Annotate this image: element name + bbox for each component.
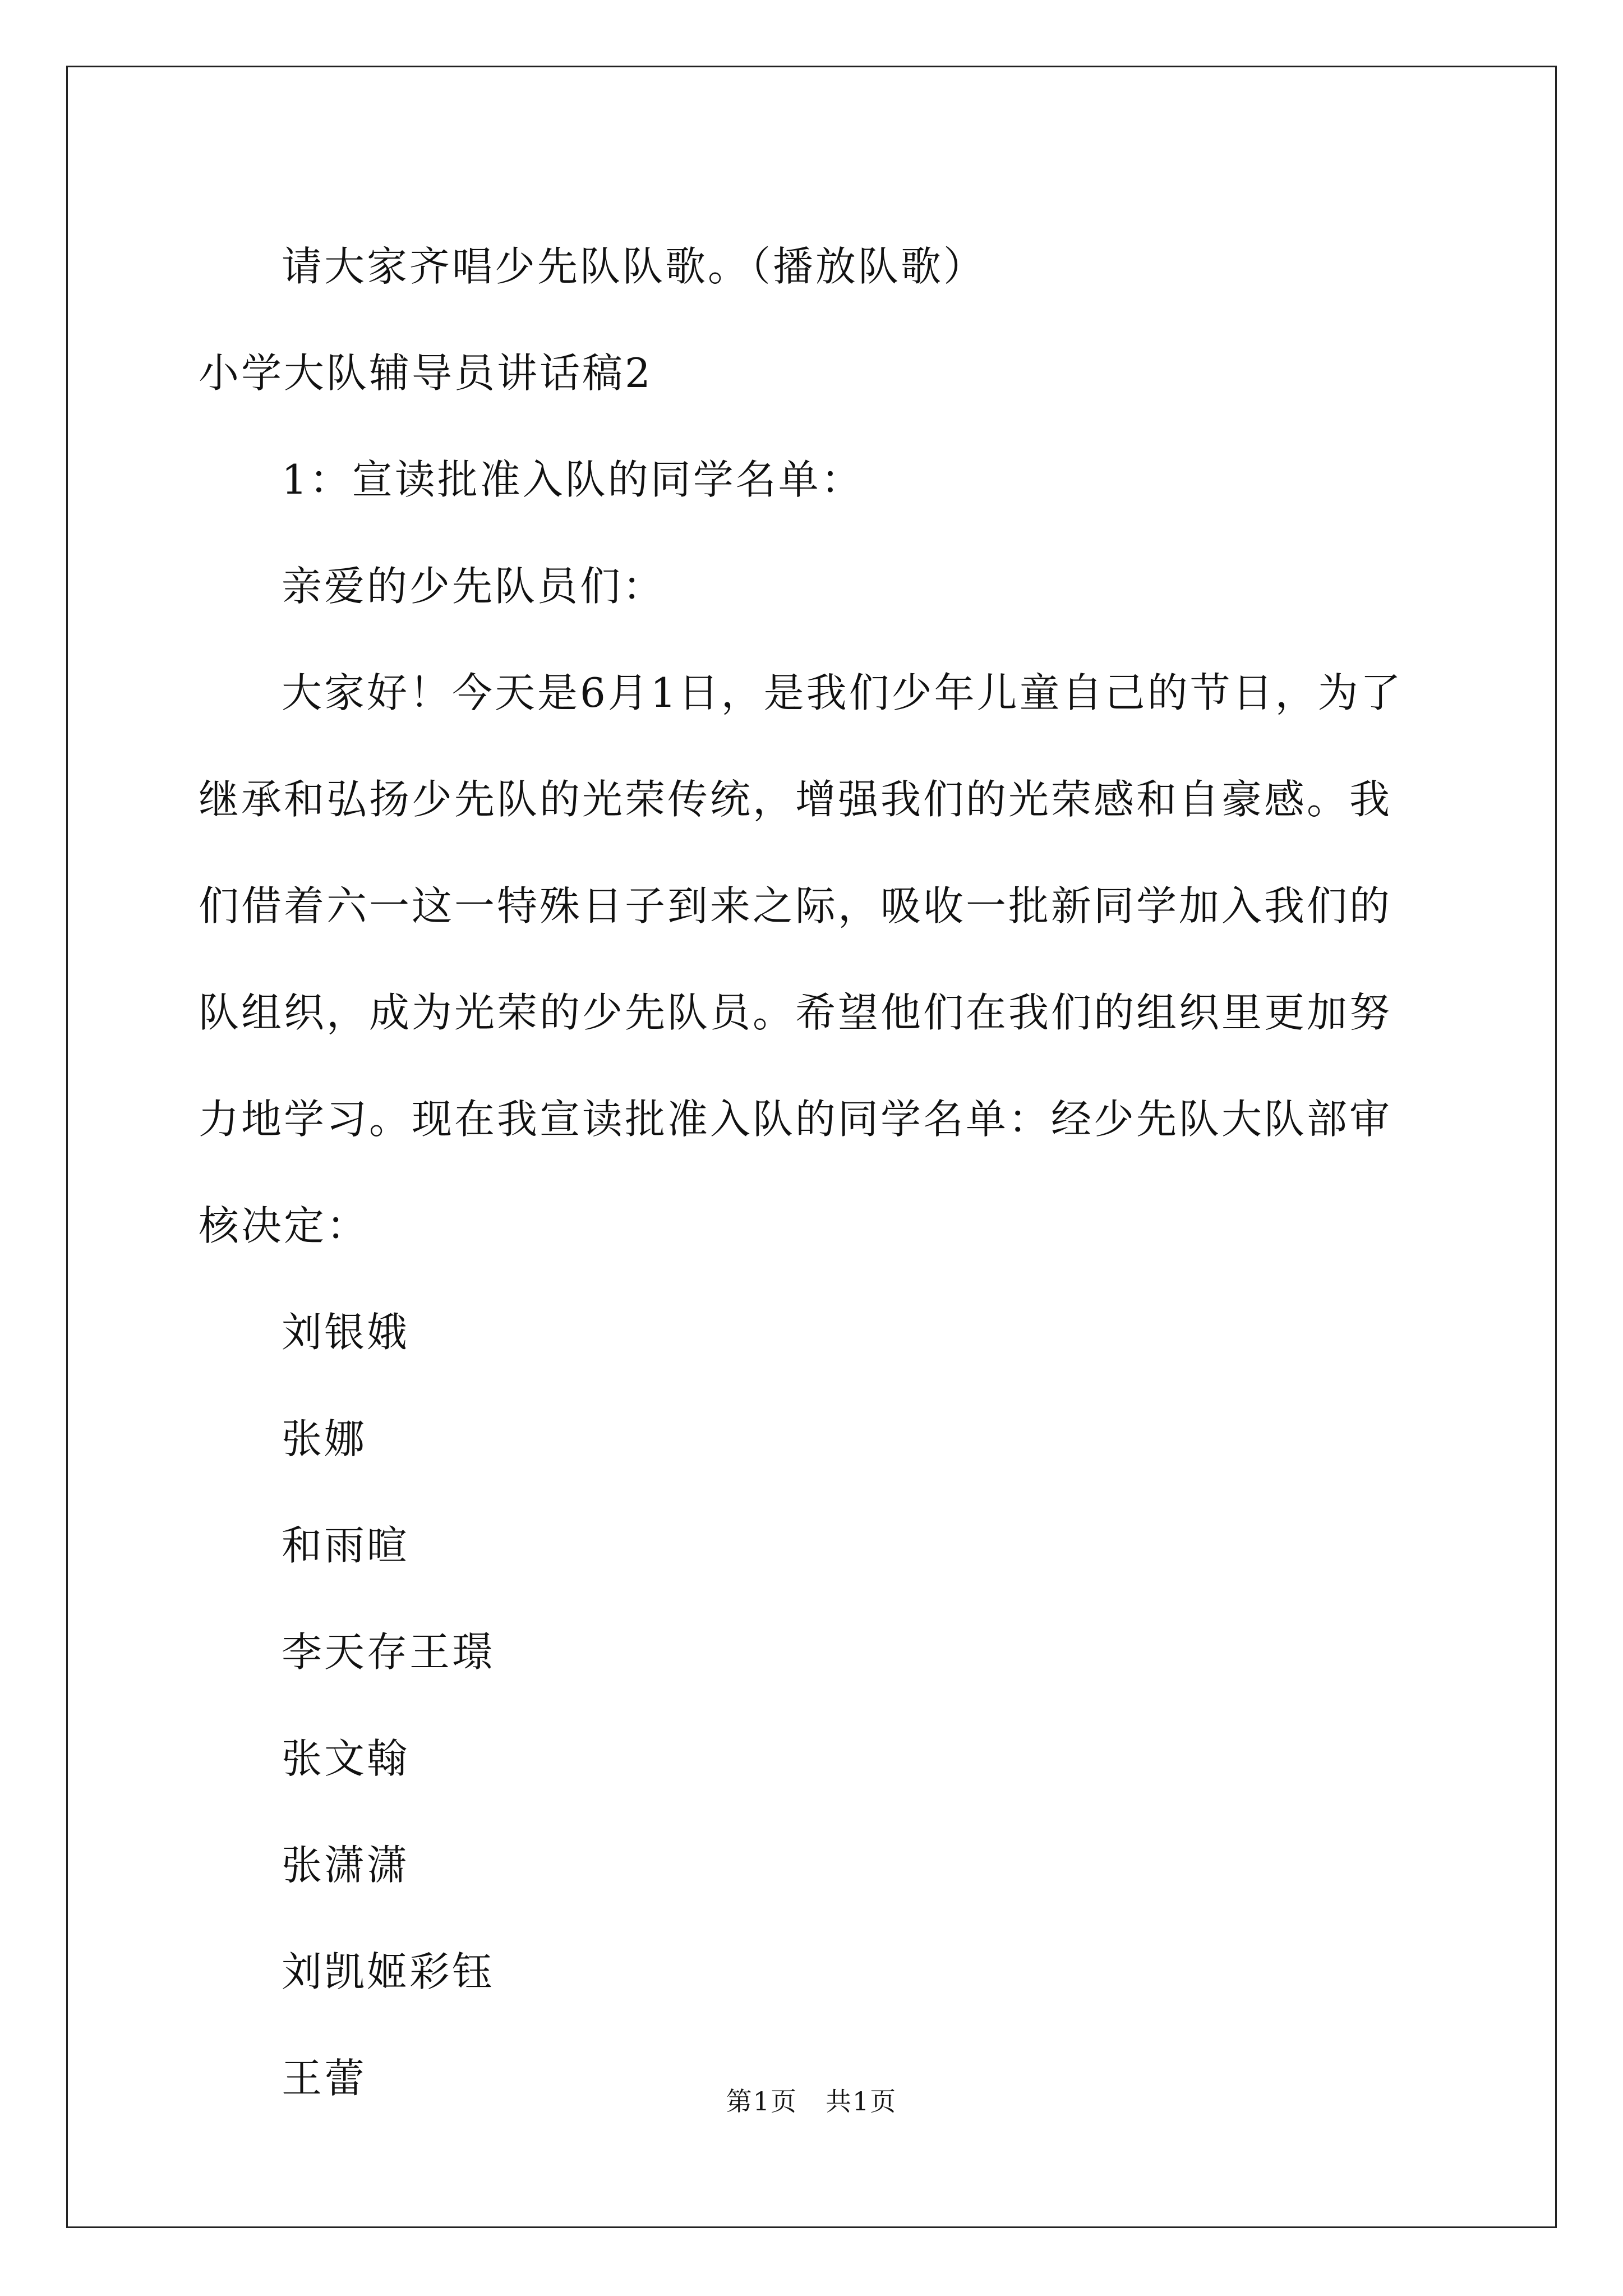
name-list-item: 王蕾 (282, 2055, 367, 2102)
name-list-item: 张娜 (282, 1415, 367, 1462)
name-list-item: 张文翰 (282, 1735, 410, 1782)
document-body (199, 213, 1427, 2132)
page-number-current: 第1页 (726, 2086, 797, 2116)
paragraph-speech-body: 大家好！今天是6月1日，是我们少年儿童自己的节日，为了继承和弘扬少先队的光荣传统，增强我们的光荣感和自豪感。我们借着六一这一特殊日子到来之际，吸收一批新同学加入我们的队组织，成为光荣的少先队员。希望他们在我们的组织里更加努力地学习。现在我宣读批准入队的同学名单：经少先队大队部审核决定： (199, 669, 1403, 1249)
name-list-item: 刘凯姬彩钰 (282, 1948, 495, 1995)
name-list-item: 和雨暄 (282, 1522, 410, 1569)
section-heading: 小学大队辅导员讲话稿2 (199, 349, 653, 397)
paragraph-announce-list: 1：宣读批准入队的同学名单： (282, 456, 864, 503)
paragraph-greeting: 亲爱的少先队员们： (282, 563, 666, 610)
paragraph-sing-anthem: 请大家齐唱少先队队歌。（播放队歌） (282, 243, 986, 290)
page-footer (0, 2081, 1623, 2118)
page-number-total: 共1页 (826, 2086, 897, 2116)
name-list-item: 刘银娥 (282, 1309, 410, 1356)
name-list-item: 李天存王璟 (282, 1628, 495, 1676)
name-list-item: 张潇潇 (282, 1842, 410, 1889)
